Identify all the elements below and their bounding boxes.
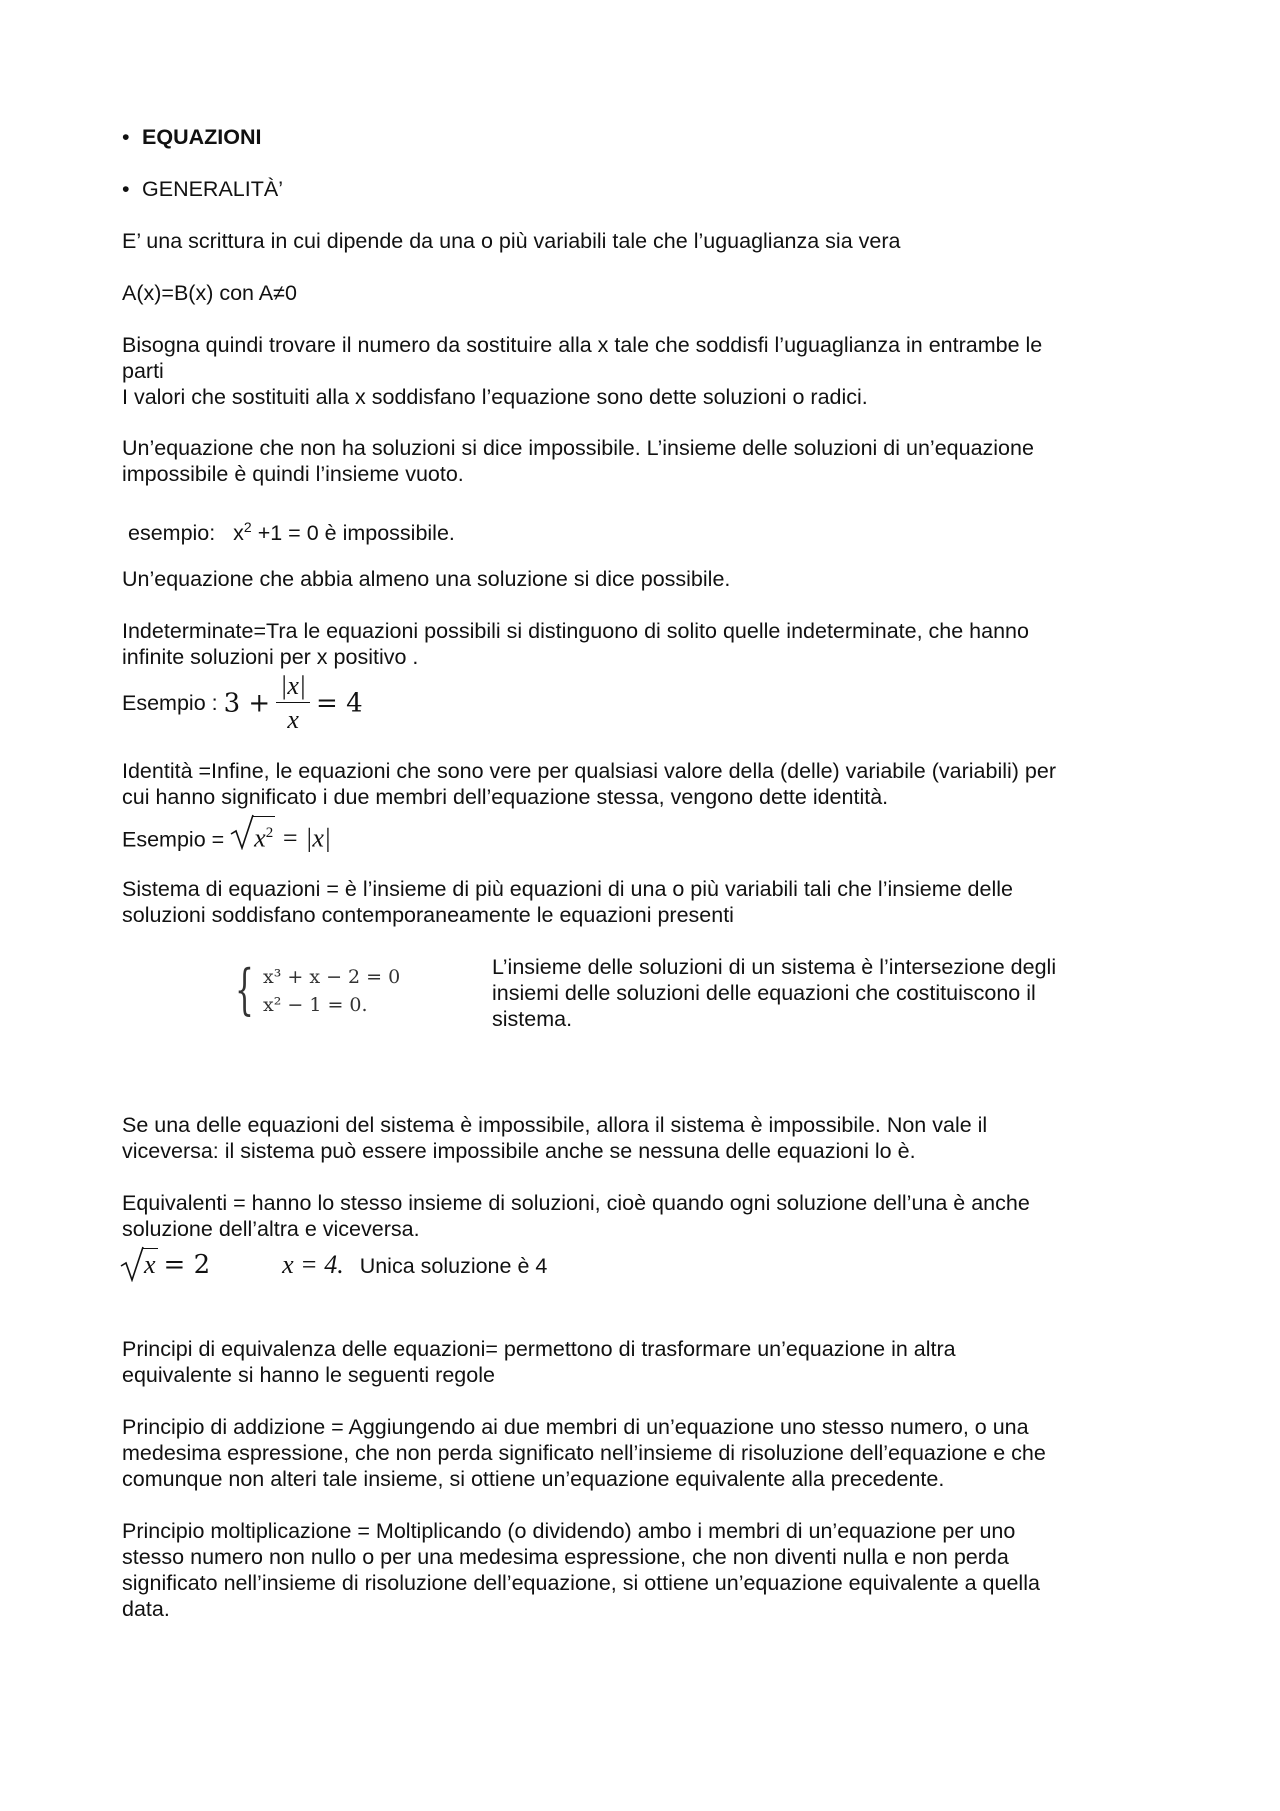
text-line: impossibile è quindi l’insieme vuoto.	[122, 462, 464, 486]
page-title: EQUAZIONI	[142, 125, 262, 149]
text-line: L’insieme delle soluzioni di un sistema è l’intersezione degli	[492, 955, 1057, 979]
math-rhs: = 4	[316, 688, 363, 719]
definition-text: E’ una scrittura in cui dipende da una o più variabili tale che l’uguaglianza sia vera	[122, 229, 901, 253]
radicand-exponent: 2	[265, 825, 274, 841]
math-fraction	[276, 670, 310, 737]
text-line: Principio di addizione = Aggiungendo ai due membri di un’equazione uno stesso numero, o una	[122, 1415, 1029, 1439]
text-line: Indeterminate=Tra le equazioni possibili si distinguono di solito quelle indeterminate, che hanno	[122, 619, 1029, 643]
math-rhs: = |x|	[281, 823, 332, 853]
text-line: parti	[122, 359, 164, 383]
paragraph-sistema	[122, 876, 1013, 928]
text-line: Principi di equivalenza delle equazioni= permettono di trasformare un’equazione in altra	[122, 1337, 956, 1361]
text-line: Un’equazione che non ha soluzioni si dice impossibile. L’insieme delle soluzioni di un’equazione	[122, 436, 1034, 460]
system-equation-1: x³ + x − 2 = 0	[263, 966, 401, 988]
subheading-line	[122, 176, 283, 202]
paragraph-possibile: Un’equazione che abbia almeno una soluzione si dice possibile.	[122, 567, 731, 591]
math-lhs: 3 +	[223, 688, 271, 719]
math-solution: x = 4.	[282, 1250, 344, 1279]
text-line: stesso numero non nullo o per una medesima espressione, che non diventi nulla e non perda	[122, 1545, 1009, 1569]
text-line: cui hanno significato i due membri dell’equazione stessa, vengono dette identità.	[122, 785, 889, 809]
paragraph-se	[122, 1112, 987, 1164]
example-label: Esempio :	[122, 691, 224, 715]
fraction-denominator: x	[287, 705, 299, 734]
system-equation-2: x² − 1 = 0.	[263, 994, 368, 1016]
brace-icon: {	[235, 958, 254, 1021]
example-rest: +1 = 0 è impossibile.	[251, 521, 455, 546]
text-line: soluzione dell’altra e viceversa.	[122, 1217, 420, 1241]
example-exponent: 2	[243, 519, 252, 535]
formula-line: A(x)=B(x) con A≠0	[122, 281, 297, 305]
example-label: esempio:	[128, 521, 216, 546]
math-rhs: = 2	[163, 1250, 211, 1280]
square-root	[120, 1248, 158, 1282]
text-line: Bisogna quindi trovare il numero da sostituire alla x tale che soddisfi l’uguaglianza in entrambe le	[122, 333, 1043, 357]
solution-note: Unica soluzione è 4	[359, 1254, 548, 1278]
radical-sign-icon	[120, 1246, 144, 1282]
text-line: medesima espressione, che non perda significato nell’insieme di risoluzione dell’equazione e che	[122, 1441, 1046, 1465]
text-line: Principio moltiplicazione = Moltiplicando (o dividendo) ambo i membri di un’equazione per uno	[122, 1519, 1016, 1543]
paragraph-addizione	[122, 1414, 1046, 1492]
bullet: •	[122, 125, 130, 149]
radicand	[252, 816, 275, 855]
text-line: Se una delle equazioni del sistema è impossibile, allora il sistema è impossibile. Non vale il	[122, 1113, 988, 1137]
fraction-numerator: |x|	[276, 670, 310, 703]
paragraph-identita	[122, 758, 1056, 810]
paragraph-indeterminate	[122, 618, 1029, 670]
text-line: data.	[122, 1597, 170, 1621]
example-indeterminate	[122, 670, 363, 737]
example-impossible	[128, 514, 455, 546]
section-title: GENERALITÀ’	[142, 177, 283, 201]
text-line: insiemi delle soluzioni delle equazioni che costituiscono il	[492, 981, 1036, 1005]
paragraph-moltiplicazione	[122, 1518, 1040, 1622]
text-line: sistema.	[492, 1007, 573, 1031]
text-line: infinite soluzioni per x positivo .	[122, 645, 419, 669]
text-line: Sistema di equazioni = è l’insieme di più equazioni di una o più variabili tali che l’insieme delle	[122, 877, 1013, 901]
paragraph-principi	[122, 1336, 956, 1388]
radicand-base: x	[254, 823, 266, 853]
text-line: equivalente si hanno le seguenti regole	[122, 1363, 495, 1387]
paragraph-intersezione	[492, 954, 1056, 1032]
text-line: significato nell’insieme di risoluzione dell’equazione, si ottiene un’equazione equivalente a quella	[122, 1571, 1040, 1595]
text-line: soluzioni soddisfano contemporaneamente le equazioni presenti	[122, 903, 734, 927]
square-root	[230, 816, 275, 856]
text-line: Equivalenti = hanno lo stesso insieme di soluzioni, cioè quando ogni soluzione dell’una è anche	[122, 1191, 1030, 1215]
text-line: comunque non alteri tale insieme, si ottiene un’equazione equivalente alla precedente.	[122, 1467, 945, 1491]
example-equivalent	[120, 1248, 547, 1282]
text-line: viceversa: il sistema può essere impossibile anche se nessuna delle equazioni lo è.	[122, 1139, 916, 1163]
paragraph-equivalenti	[122, 1190, 1030, 1242]
example-label: Esempio =	[122, 827, 231, 852]
bullet: •	[122, 177, 130, 201]
text-line: Identità =Infine, le equazioni che sono vere per qualsiasi valore della (delle) variabile (variabili) per	[122, 759, 1056, 783]
paragraph-impossibile	[122, 435, 1034, 487]
radical-sign-icon	[230, 814, 254, 850]
paragraph-bisogna	[122, 332, 1042, 410]
example-identity	[122, 816, 331, 856]
example-base: x	[233, 521, 244, 546]
text-line: I valori che sostituiti alla x soddisfano l’equazione sono dette soluzioni o radici.	[122, 385, 868, 409]
radicand: x	[144, 1250, 156, 1279]
heading-line	[122, 124, 261, 150]
